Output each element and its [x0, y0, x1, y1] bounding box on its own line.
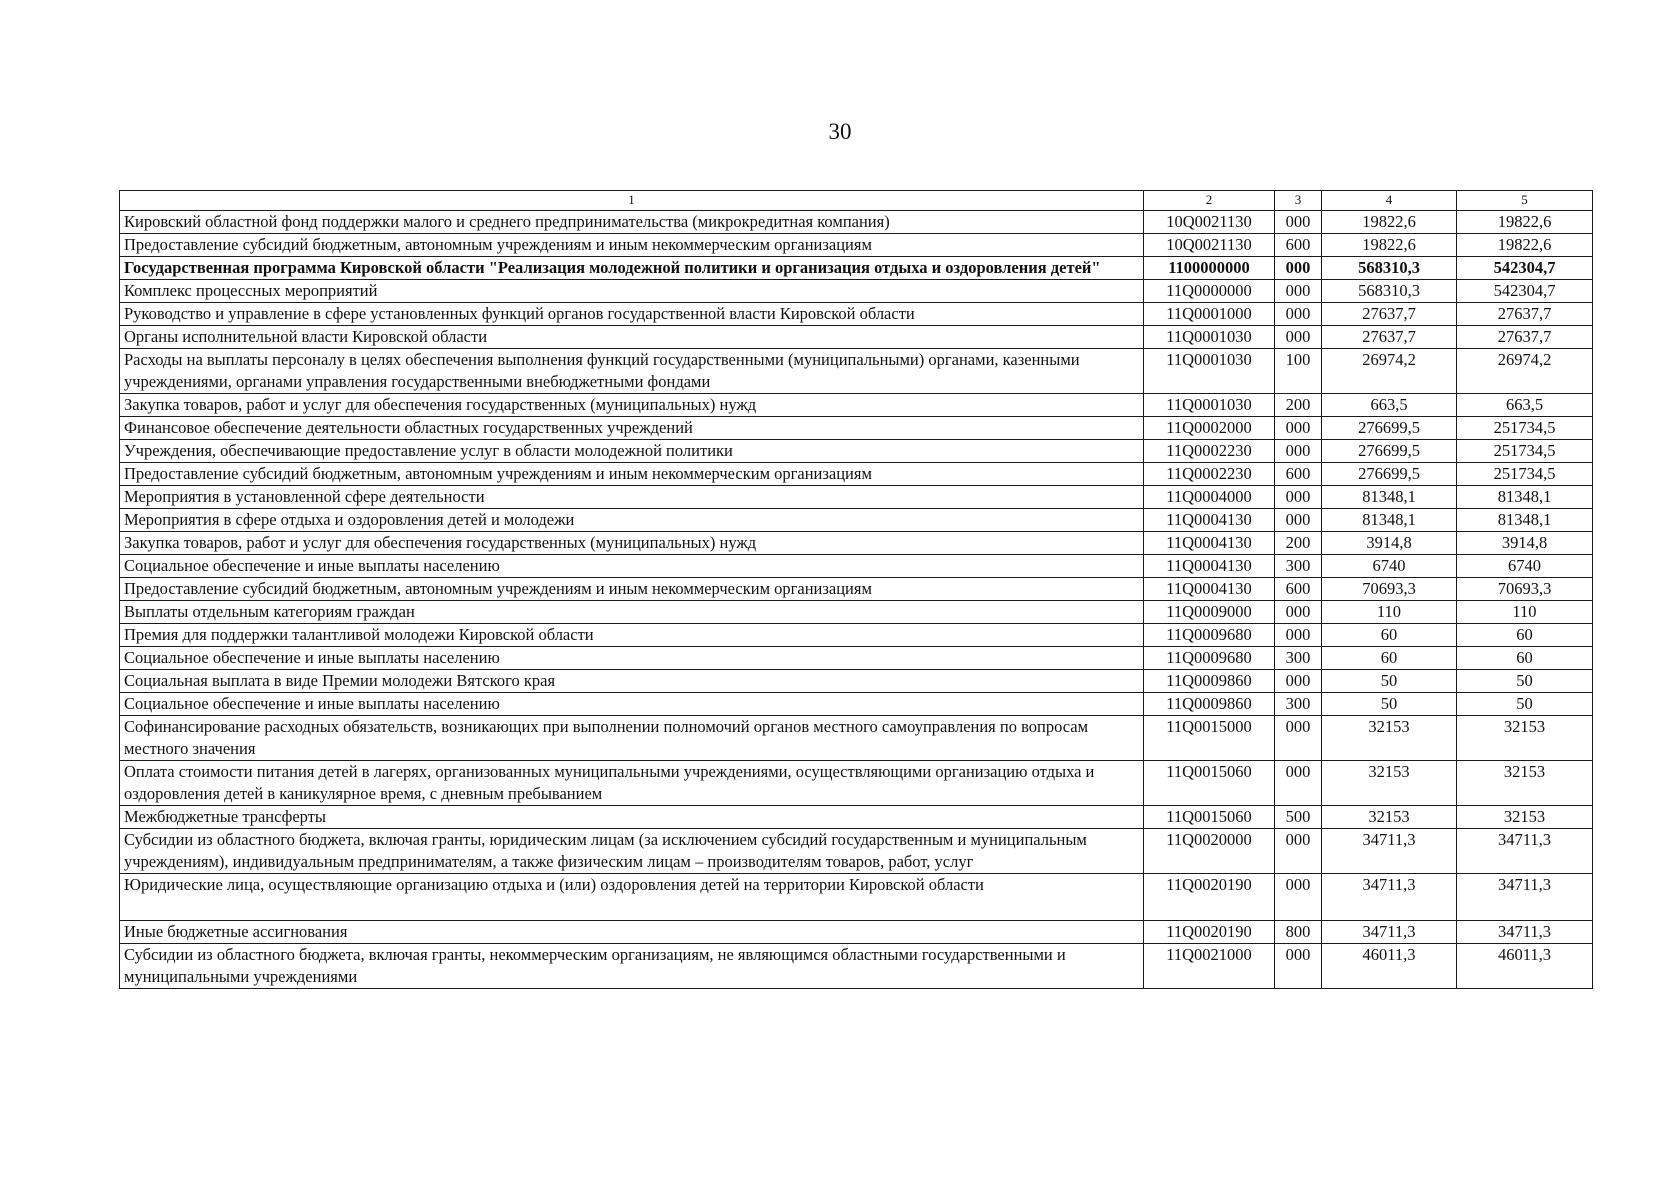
- row-type-cell: 100: [1275, 349, 1322, 394]
- table-row: [120, 761, 1593, 806]
- row-name-cell: Предоставление субсидий бюджетным, автономным учреждениям и иным некоммерческим организациям: [120, 234, 1144, 257]
- table-row: [120, 326, 1593, 349]
- row-name-cell: Государственная программа Кировской области "Реализация молодежной политики и организация отдыха и оздоровления детей": [120, 257, 1144, 280]
- row-amount-2-cell: 27637,7: [1457, 303, 1593, 326]
- row-type-cell: 300: [1275, 693, 1322, 716]
- row-type-cell: 800: [1275, 921, 1322, 944]
- row-amount-2-cell: 251734,5: [1457, 417, 1593, 440]
- row-amount-1-cell: 568310,3: [1322, 257, 1457, 280]
- row-amount-1-cell: 26974,2: [1322, 349, 1457, 394]
- row-type-cell: 600: [1275, 234, 1322, 257]
- row-amount-2-cell: 110: [1457, 601, 1593, 624]
- row-name-cell: Мероприятия в установленной сфере деятельности: [120, 486, 1144, 509]
- row-amount-2-cell: 26974,2: [1457, 349, 1593, 394]
- row-name-cell: Руководство и управление в сфере установленных функций органов государственной власти Кировской области: [120, 303, 1144, 326]
- table-row: [120, 211, 1593, 234]
- row-name-cell: Выплаты отдельным категориям граждан: [120, 601, 1144, 624]
- row-amount-1-cell: 81348,1: [1322, 486, 1457, 509]
- table-row: [120, 394, 1593, 417]
- row-code-cell: 11Q0002230: [1144, 440, 1275, 463]
- row-type-cell: 000: [1275, 601, 1322, 624]
- row-code-cell: 11Q0021000: [1144, 944, 1275, 989]
- row-amount-2-cell: 27637,7: [1457, 326, 1593, 349]
- row-code-cell: 11Q0020190: [1144, 921, 1275, 944]
- row-code-cell: 11Q0009860: [1144, 670, 1275, 693]
- row-amount-1-cell: 50: [1322, 693, 1457, 716]
- row-code-cell: 11Q0000000: [1144, 280, 1275, 303]
- row-code-cell: 11Q0001030: [1144, 394, 1275, 417]
- row-code-cell: 11Q0002000: [1144, 417, 1275, 440]
- row-name-cell: Финансовое обеспечение деятельности областных государственных учреждений: [120, 417, 1144, 440]
- row-amount-1-cell: 70693,3: [1322, 578, 1457, 601]
- row-code-cell: 11Q0009680: [1144, 647, 1275, 670]
- table-row: [120, 555, 1593, 578]
- row-amount-1-cell: 60: [1322, 624, 1457, 647]
- row-type-cell: 000: [1275, 829, 1322, 874]
- row-amount-2-cell: 34711,3: [1457, 829, 1593, 874]
- table-row: [120, 280, 1593, 303]
- row-amount-1-cell: 32153: [1322, 761, 1457, 806]
- row-type-cell: 600: [1275, 578, 1322, 601]
- row-name-cell: Расходы на выплаты персоналу в целях обеспечения выполнения функций государственными (муниципальными) органами, казенными учреждениями, органами управления государственными внебюджетными фондами: [120, 349, 1144, 394]
- row-type-cell: 000: [1275, 417, 1322, 440]
- row-name-cell: Субсидии из областного бюджета, включая гранты, юридическим лицам (за исключением субсидий государственным и муниципальным учреждениям), индивидуальным предпринимателям, а также физическим лицам – производителям товаров, работ, услуг: [120, 829, 1144, 874]
- row-type-cell: 200: [1275, 394, 1322, 417]
- row-amount-1-cell: 50: [1322, 670, 1457, 693]
- row-amount-2-cell: 19822,6: [1457, 211, 1593, 234]
- row-amount-2-cell: 81348,1: [1457, 509, 1593, 532]
- row-name-cell: Юридические лица, осуществляющие организацию отдыха и (или) оздоровления детей на территории Кировской области: [120, 874, 1144, 921]
- row-name-cell: Закупка товаров, работ и услуг для обеспечения государственных (муниципальных) нужд: [120, 394, 1144, 417]
- row-name-cell: Социальная выплата в виде Премии молодежи Вятского края: [120, 670, 1144, 693]
- row-amount-1-cell: 60: [1322, 647, 1457, 670]
- table-row: [120, 486, 1593, 509]
- row-code-cell: 11Q0004000: [1144, 486, 1275, 509]
- table-row: [120, 463, 1593, 486]
- table-row: [120, 806, 1593, 829]
- row-amount-2-cell: 6740: [1457, 555, 1593, 578]
- row-amount-2-cell: 50: [1457, 693, 1593, 716]
- row-amount-1-cell: 663,5: [1322, 394, 1457, 417]
- row-code-cell: 10Q0021130: [1144, 211, 1275, 234]
- row-type-cell: 000: [1275, 211, 1322, 234]
- column-header-name: 1: [120, 191, 1144, 211]
- row-code-cell: 11Q0004130: [1144, 532, 1275, 555]
- row-type-cell: 300: [1275, 555, 1322, 578]
- table-row: [120, 693, 1593, 716]
- table-row: [120, 440, 1593, 463]
- row-name-cell: Межбюджетные трансферты: [120, 806, 1144, 829]
- row-code-cell: 11Q0009860: [1144, 693, 1275, 716]
- table-row: [120, 303, 1593, 326]
- row-amount-1-cell: 34711,3: [1322, 829, 1457, 874]
- row-name-cell: Комплекс процессных мероприятий: [120, 280, 1144, 303]
- row-name-cell: Премия для поддержки талантливой молодежи Кировской области: [120, 624, 1144, 647]
- row-amount-2-cell: 542304,7: [1457, 257, 1593, 280]
- column-header-code: 2: [1144, 191, 1275, 211]
- row-name-cell: Предоставление субсидий бюджетным, автономным учреждениям и иным некоммерческим организациям: [120, 578, 1144, 601]
- row-code-cell: 11Q0015000: [1144, 716, 1275, 761]
- row-type-cell: 600: [1275, 463, 1322, 486]
- row-code-cell: 11Q0004130: [1144, 578, 1275, 601]
- table-row: [120, 349, 1593, 394]
- row-type-cell: 000: [1275, 944, 1322, 989]
- row-amount-2-cell: 34711,3: [1457, 921, 1593, 944]
- row-name-cell: Предоставление субсидий бюджетным, автономным учреждениям и иным некоммерческим организациям: [120, 463, 1144, 486]
- row-name-cell: Кировский областной фонд поддержки малого и среднего предпринимательства (микрокредитная компания): [120, 211, 1144, 234]
- row-name-cell: Закупка товаров, работ и услуг для обеспечения государственных (муниципальных) нужд: [120, 532, 1144, 555]
- row-code-cell: 11Q0015060: [1144, 761, 1275, 806]
- table-row: [120, 670, 1593, 693]
- row-amount-1-cell: 34711,3: [1322, 874, 1457, 921]
- row-amount-1-cell: 276699,5: [1322, 417, 1457, 440]
- table-row: [120, 829, 1593, 874]
- table-row: [120, 601, 1593, 624]
- row-code-cell: 11Q0020190: [1144, 874, 1275, 921]
- table-row: [120, 874, 1593, 921]
- table-row: [120, 578, 1593, 601]
- row-amount-2-cell: 3914,8: [1457, 532, 1593, 555]
- row-amount-2-cell: 70693,3: [1457, 578, 1593, 601]
- row-name-cell: Софинансирование расходных обязательств, возникающих при выполнении полномочий органов местного самоуправления по вопросам местного значения: [120, 716, 1144, 761]
- table-row: [120, 257, 1593, 280]
- row-amount-2-cell: 19822,6: [1457, 234, 1593, 257]
- row-code-cell: 1100000000: [1144, 257, 1275, 280]
- page-number: 30: [828, 119, 852, 144]
- row-amount-2-cell: 60: [1457, 647, 1593, 670]
- row-amount-1-cell: 19822,6: [1322, 234, 1457, 257]
- row-amount-2-cell: 46011,3: [1457, 944, 1593, 989]
- row-type-cell: 000: [1275, 509, 1322, 532]
- row-name-cell: Социальное обеспечение и иные выплаты населению: [120, 555, 1144, 578]
- row-type-cell: 000: [1275, 670, 1322, 693]
- row-amount-1-cell: 276699,5: [1322, 463, 1457, 486]
- row-type-cell: 000: [1275, 440, 1322, 463]
- row-type-cell: 000: [1275, 761, 1322, 806]
- table-row: [120, 944, 1593, 989]
- row-amount-2-cell: 251734,5: [1457, 440, 1593, 463]
- row-name-cell: Учреждения, обеспечивающие предоставление услуг в области молодежной политики: [120, 440, 1144, 463]
- row-code-cell: 11Q0002230: [1144, 463, 1275, 486]
- row-amount-2-cell: 542304,7: [1457, 280, 1593, 303]
- table-row: [120, 921, 1593, 944]
- row-type-cell: 300: [1275, 647, 1322, 670]
- row-type-cell: 000: [1275, 486, 1322, 509]
- row-amount-1-cell: 568310,3: [1322, 280, 1457, 303]
- row-amount-1-cell: 27637,7: [1322, 326, 1457, 349]
- table-row: [120, 417, 1593, 440]
- row-name-cell: Оплата стоимости питания детей в лагерях, организованных муниципальными учреждениями, осуществляющими организацию отдыха и оздоровления детей в каникулярное время, с дневным пребыванием: [120, 761, 1144, 806]
- row-amount-2-cell: 32153: [1457, 761, 1593, 806]
- budget-table: [119, 190, 1593, 989]
- column-header-type: 3: [1275, 191, 1322, 211]
- row-amount-2-cell: 81348,1: [1457, 486, 1593, 509]
- row-code-cell: 11Q0001030: [1144, 349, 1275, 394]
- row-amount-2-cell: 60: [1457, 624, 1593, 647]
- row-amount-1-cell: 32153: [1322, 806, 1457, 829]
- table-header-row: [120, 191, 1593, 211]
- row-name-cell: Социальное обеспечение и иные выплаты населению: [120, 647, 1144, 670]
- row-name-cell: Субсидии из областного бюджета, включая гранты, некоммерческим организациям, не являющимся областными государственными и муниципальными учреждениями: [120, 944, 1144, 989]
- row-amount-1-cell: 27637,7: [1322, 303, 1457, 326]
- table-row: [120, 234, 1593, 257]
- row-amount-1-cell: 46011,3: [1322, 944, 1457, 989]
- row-amount-2-cell: 32153: [1457, 716, 1593, 761]
- row-code-cell: 11Q0015060: [1144, 806, 1275, 829]
- row-type-cell: 500: [1275, 806, 1322, 829]
- row-type-cell: 000: [1275, 280, 1322, 303]
- row-type-cell: 200: [1275, 532, 1322, 555]
- table-body: [120, 211, 1593, 989]
- table-row: [120, 647, 1593, 670]
- row-amount-1-cell: 6740: [1322, 555, 1457, 578]
- row-type-cell: 000: [1275, 874, 1322, 921]
- row-code-cell: 11Q0020000: [1144, 829, 1275, 874]
- row-code-cell: 11Q0004130: [1144, 509, 1275, 532]
- row-code-cell: 11Q0004130: [1144, 555, 1275, 578]
- row-code-cell: 11Q0009680: [1144, 624, 1275, 647]
- column-header-amount-1: 4: [1322, 191, 1457, 211]
- row-type-cell: 000: [1275, 303, 1322, 326]
- column-header-amount-2: 5: [1457, 191, 1593, 211]
- row-code-cell: 10Q0021130: [1144, 234, 1275, 257]
- row-code-cell: 11Q0001030: [1144, 326, 1275, 349]
- row-amount-2-cell: 663,5: [1457, 394, 1593, 417]
- row-type-cell: 000: [1275, 716, 1322, 761]
- table-row: [120, 716, 1593, 761]
- table-row: [120, 532, 1593, 555]
- row-amount-2-cell: 32153: [1457, 806, 1593, 829]
- row-name-cell: Иные бюджетные ассигнования: [120, 921, 1144, 944]
- row-amount-1-cell: 3914,8: [1322, 532, 1457, 555]
- row-code-cell: 11Q0009000: [1144, 601, 1275, 624]
- row-type-cell: 000: [1275, 326, 1322, 349]
- row-name-cell: Органы исполнительной власти Кировской области: [120, 326, 1144, 349]
- row-amount-1-cell: 110: [1322, 601, 1457, 624]
- table-row: [120, 509, 1593, 532]
- row-name-cell: Социальное обеспечение и иные выплаты населению: [120, 693, 1144, 716]
- row-amount-1-cell: 19822,6: [1322, 211, 1457, 234]
- row-amount-1-cell: 81348,1: [1322, 509, 1457, 532]
- row-type-cell: 000: [1275, 624, 1322, 647]
- row-amount-1-cell: 276699,5: [1322, 440, 1457, 463]
- row-amount-2-cell: 34711,3: [1457, 874, 1593, 921]
- row-code-cell: 11Q0001000: [1144, 303, 1275, 326]
- row-type-cell: 000: [1275, 257, 1322, 280]
- row-amount-2-cell: 251734,5: [1457, 463, 1593, 486]
- row-amount-1-cell: 32153: [1322, 716, 1457, 761]
- row-amount-1-cell: 34711,3: [1322, 921, 1457, 944]
- row-name-cell: Мероприятия в сфере отдыха и оздоровления детей и молодежи: [120, 509, 1144, 532]
- row-amount-2-cell: 50: [1457, 670, 1593, 693]
- table-row: [120, 624, 1593, 647]
